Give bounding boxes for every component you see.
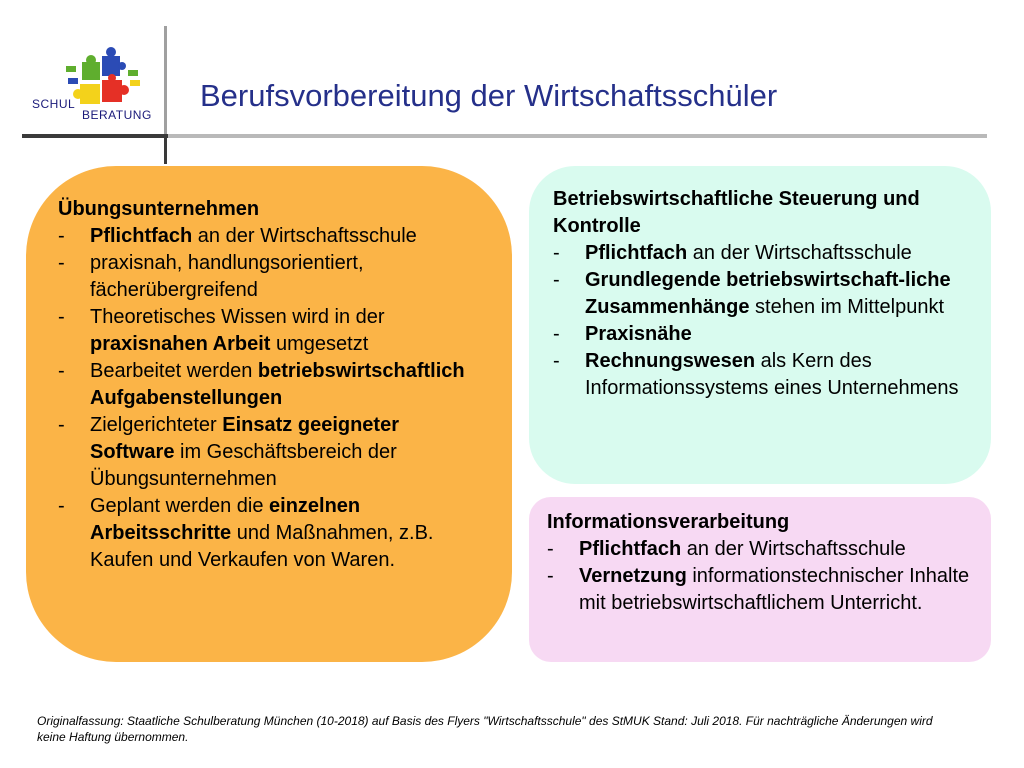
item-text: im Geschäftsbereich der Übungsunternehmen <box>90 441 397 490</box>
item-text: Geplant werden die <box>90 495 270 517</box>
horizontal-divider-accent <box>22 134 168 138</box>
item-text: als Kern des Informationssystems eines Unternehmens <box>585 350 959 399</box>
bold-text: Rechnungswesen <box>585 350 756 372</box>
item-text: an der Wirtschaftsschule <box>687 242 912 264</box>
dash-mark: - <box>58 225 65 247</box>
box-title: Informationsverarbeitung <box>547 511 790 533</box>
item-text: an der Wirtschaftsschule <box>192 225 417 247</box>
dash-mark: - <box>553 269 560 291</box>
bold-text: Pflichtfach <box>585 242 688 264</box>
list-item <box>553 348 971 402</box>
dash-mark: - <box>547 565 554 587</box>
list-item <box>553 267 971 321</box>
dash-mark: - <box>58 306 65 328</box>
bullet-list <box>553 240 971 402</box>
item-text: Bearbeitet werden <box>90 360 258 382</box>
list-item <box>553 321 971 348</box>
dash-mark: - <box>547 538 554 560</box>
logo-text-schul: SCHUL <box>32 97 76 111</box>
bold-text: Einsatz geeigneter Software <box>90 414 399 463</box>
bold-text: praxisnahen Arbeit <box>90 333 271 355</box>
dash-mark: - <box>553 350 560 372</box>
item-text: stehen im Mittelpunkt <box>749 296 945 318</box>
bold-text: Pflichtfach <box>90 225 193 247</box>
box-title: Betriebswirtschaftliche Steuerung und Kontrolle <box>553 188 920 237</box>
item-text: an der Wirtschaftsschule <box>681 538 906 560</box>
item-text: und Maßnahmen, z.B. Kaufen und Verkaufen von Waren. <box>90 522 434 571</box>
bold-text: betriebswirtschaftlich Aufgabenstellungen <box>90 360 465 409</box>
dash-mark: - <box>553 323 560 345</box>
list-item <box>58 412 482 493</box>
item-text: Theoretisches Wissen wird in der <box>90 306 385 328</box>
bullet-list <box>547 536 971 617</box>
footer-note: Originalfassung: Staatliche Schulberatung München (10-2018) auf Basis des Flyers "Wirtschaftsschule" des StMUK Stand: Juli 2018. Für nachträgliche Änderungen wird keine Haftung übernommen. <box>37 714 933 744</box>
dash-mark: - <box>58 252 65 274</box>
schulberatung-logo <box>30 40 155 130</box>
box-uebungsunternehmen <box>26 166 512 662</box>
dash-mark: - <box>553 242 560 264</box>
list-item <box>58 250 482 304</box>
dash-mark: - <box>58 360 65 382</box>
list-item <box>547 536 971 563</box>
item-text: informationstechnischer Inhalte mit betriebswirtschaftlichem Unterricht. <box>579 565 970 614</box>
list-item <box>547 563 971 617</box>
box-steuerung-kontrolle <box>529 166 991 484</box>
list-item <box>58 223 482 250</box>
vertical-divider-accent <box>164 136 167 164</box>
bold-text: Praxisnähe <box>585 323 692 345</box>
bold-text: einzelnen Arbeitsschritte <box>90 495 361 544</box>
dash-mark: - <box>58 495 65 517</box>
dash-mark: - <box>58 414 65 436</box>
item-text: umgesetzt <box>270 333 369 355</box>
bold-text: Vernetzung <box>579 565 687 587</box>
bullet-list <box>58 223 482 574</box>
list-item <box>58 358 482 412</box>
item-text: praxisnah, handlungsorientiert, fächerübergreifend <box>90 252 364 301</box>
box-title: Übungsunternehmen <box>58 198 260 220</box>
list-item <box>58 493 482 574</box>
list-item <box>58 304 482 358</box>
logo-text-beratung: BERATUNG <box>82 108 152 122</box>
item-text: Zielgerichteter <box>90 414 223 436</box>
list-item <box>553 240 971 267</box>
bold-text: Pflichtfach <box>579 538 682 560</box>
box-informationsverarbeitung <box>529 497 991 662</box>
page-title: Berufsvorbereitung der Wirtschaftsschüler <box>200 78 778 113</box>
bold-text: Grundlegende betriebswirtschaft-liche Zusammenhänge <box>585 269 951 318</box>
